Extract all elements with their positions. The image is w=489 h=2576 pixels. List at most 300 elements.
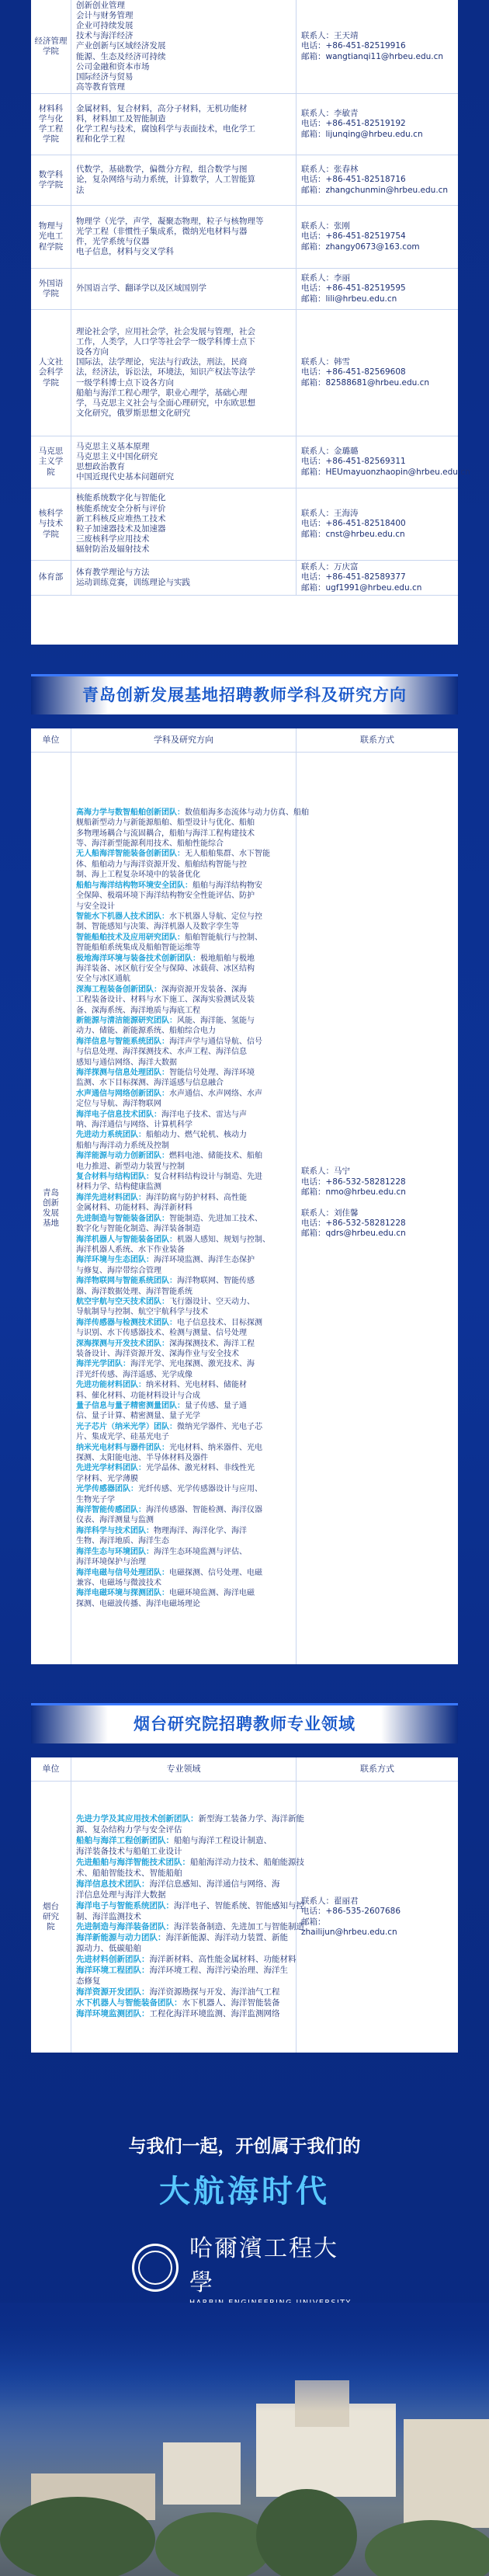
contact-cell xyxy=(297,310,458,436)
direction-text: 金属材料、功能材料、海洋新材料 xyxy=(76,1204,192,1213)
direction-text: 制、海上工程复杂环境中的装备优化 xyxy=(76,871,200,880)
research-directions-cell xyxy=(71,94,297,155)
direction-line: 企业可持续发展 xyxy=(76,21,134,30)
research-directions-cell xyxy=(71,488,297,560)
direction-text: 深海资源开发装备、深海 xyxy=(161,985,247,994)
direction-line: 体育教学理论与方法 xyxy=(76,567,150,577)
direction-text: 海洋电子技术、雷达与声 xyxy=(161,1110,247,1119)
unit-name: 马克思 xyxy=(38,447,64,457)
direction-text: 飞行器设计、空天动力、 xyxy=(169,1297,255,1306)
contact-line: 联系人：李敏青 xyxy=(301,109,359,119)
contact-block xyxy=(301,1208,453,1239)
direction-line xyxy=(76,1359,291,1369)
direction-line: 思想政治教育 xyxy=(76,462,125,471)
team-name: 海洋资源开发团队： xyxy=(76,1987,150,1997)
direction-line xyxy=(76,1328,291,1338)
direction-text: 海洋装备技术与船舶工业设计 xyxy=(76,1847,182,1857)
unit-name: 创新 xyxy=(43,1198,59,1208)
direction-line xyxy=(76,1391,291,1401)
contact-line: 联系人：金璐璐 xyxy=(301,447,359,457)
table-header-row xyxy=(31,728,458,753)
direction-text: 电力推进、新型动力装置与控制 xyxy=(76,1162,185,1171)
direction-line xyxy=(76,933,291,943)
contact-cell xyxy=(297,753,458,1664)
direction-line xyxy=(76,1130,291,1140)
faculty-table xyxy=(31,0,470,645)
team-name: 海洋电子信息技术团队： xyxy=(76,1110,161,1119)
direction-text: 水声通信、水声网络、水声 xyxy=(169,1089,262,1098)
direction-line xyxy=(76,1297,291,1307)
team-name: 海洋物联网与智能系统团队： xyxy=(76,1277,177,1286)
direction-text: 微纳光学器件、光电子芯 xyxy=(177,1422,262,1431)
contact-line: 联系人：翟丽君 xyxy=(301,1896,359,1907)
direction-line xyxy=(76,1526,291,1536)
research-directions-cell xyxy=(71,753,309,1664)
direction-line: 产业创新与区域经济发展 xyxy=(76,41,166,51)
contact-cell xyxy=(297,0,458,93)
direction-text: 风能、海洋能、氢能与 xyxy=(177,1016,255,1025)
direction-line xyxy=(76,1349,291,1359)
team-name: 复合材料与结构团队： xyxy=(76,1173,154,1182)
team-name: 海洋能源与动力创新团队： xyxy=(76,1152,169,1161)
direction-line xyxy=(76,1120,291,1130)
unit-name: 材料科 xyxy=(38,103,64,113)
unit-cell xyxy=(31,269,71,309)
unit-name: 青岛 xyxy=(43,1187,59,1198)
contact-line: 邮箱：nmo@hrbeu.edu.cn xyxy=(301,1187,406,1197)
unit-cell xyxy=(31,155,71,205)
team-name: 水下机器人与智能装备团队： xyxy=(76,1997,182,2008)
unit-name: 院 xyxy=(47,1922,55,1932)
header-dir: 专业领域 xyxy=(71,1757,297,1781)
team-name: 海洋电磁环境与探测团队： xyxy=(76,1589,169,1598)
direction-line xyxy=(76,1110,291,1120)
team-name: 先进材料创新团队： xyxy=(76,1955,150,1965)
direction-line xyxy=(76,1599,291,1609)
direction-text: 多物理场耦合与流固耦合，船舶与海洋工程构建技术 xyxy=(76,829,255,838)
direction-line: 核能系统数字化与智能化 xyxy=(76,493,166,503)
direction-line: 件，光学系统与仪器 xyxy=(76,237,150,246)
contact-line: 电话：+86-451-82519754 xyxy=(301,231,406,242)
unit-cell xyxy=(31,206,71,268)
direction-line xyxy=(76,1453,291,1463)
direction-line xyxy=(76,1890,291,1901)
contact-line: 邮箱：lili@hrbeu.edu.cn xyxy=(301,294,397,304)
team-name: 先进光学材料团队： xyxy=(76,1464,146,1473)
contact-line: 联系人：王海涛 xyxy=(301,509,359,519)
research-directions-cell xyxy=(71,206,297,268)
direction-text: 海洋生态环境监测与评估、 xyxy=(154,1547,247,1556)
unit-name: 烟台 xyxy=(43,1901,59,1911)
direction-text: 船舶动力、燃气轮机、核动力 xyxy=(146,1131,247,1140)
direction-line: 能源、生态及经济可持续 xyxy=(76,51,166,61)
team-name: 海洋环境工程团队： xyxy=(76,1966,150,1976)
unit-name: 体育部 xyxy=(38,572,64,582)
contact-line: 电话：+86-451-82589377 xyxy=(301,572,406,582)
team-name: 海洋传感器与检测技术团队： xyxy=(76,1318,177,1327)
direction-text: 生物光子学 xyxy=(76,1495,115,1504)
direction-line: 光学工程（非惯性子集成系，微纳光电材料与器 xyxy=(76,226,248,236)
team-name: 海洋信息技术团队： xyxy=(76,1879,150,1889)
contact-cell xyxy=(297,561,458,595)
research-directions-cell xyxy=(71,269,297,309)
team-name: 深海探测与开发技术团队： xyxy=(76,1339,169,1348)
direction-line xyxy=(76,1411,291,1421)
university-seal-icon xyxy=(132,2244,179,2292)
direction-line xyxy=(76,954,291,964)
team-name: 船舶与海洋工程创新团队： xyxy=(76,1836,174,1846)
direction-text: 量子传感、量子通 xyxy=(185,1402,247,1411)
unit-name: 经济管理 xyxy=(34,36,68,46)
direction-text: 态修复 xyxy=(76,1976,101,1986)
direction-text: 燃料电池、储能技术、船舶 xyxy=(169,1152,262,1161)
direction-line xyxy=(76,1058,291,1068)
direction-text: 海洋装备、冰区航行安全与保障、冰载荷、冰区结构 xyxy=(76,964,255,973)
contact-line: 电话：+86-451-82569311 xyxy=(301,457,406,467)
table-row xyxy=(31,310,458,436)
direction-line xyxy=(76,943,291,953)
team-name: 海洋智能传感团队： xyxy=(76,1506,146,1515)
direction-line xyxy=(76,1432,291,1442)
direction-line xyxy=(76,1536,291,1546)
direction-text: 与安全设计 xyxy=(76,902,115,911)
direction-line xyxy=(76,808,309,818)
campus-aerial-image xyxy=(0,2303,489,2576)
direction-text: 探测、电磁波传播、海洋电磁场理论 xyxy=(76,1599,200,1608)
team-name: 先进制造与智能装备团队： xyxy=(76,1214,169,1223)
direction-text: 海洋信息感知、海洋通信与网络、海 xyxy=(149,1879,280,1889)
direction-line xyxy=(76,1068,291,1078)
table-body-row xyxy=(31,753,458,1664)
unit-name: 会科学 xyxy=(38,367,64,377)
team-name: 先进动力系统团队： xyxy=(76,1131,146,1140)
direction-line: 马克思主义中国化研究 xyxy=(76,451,158,461)
direction-line xyxy=(76,985,291,995)
direction-line: 电子信息，材料与交叉学科 xyxy=(76,247,174,257)
direction-text: 海洋防腐与防护材料、高性能 xyxy=(146,1193,247,1202)
direction-line: 粒子加速器技术及加速器 xyxy=(76,524,166,534)
direction-line xyxy=(76,1172,291,1182)
direction-line xyxy=(76,922,291,932)
contact-line: 邮箱：82588681@hrbeu.edu.cn xyxy=(301,377,430,388)
unit-name: 发展 xyxy=(43,1208,59,1218)
direction-line xyxy=(76,1814,304,1825)
contact-line: 电话：+86-451-82519192 xyxy=(301,119,406,129)
direction-line xyxy=(76,1825,291,1836)
direction-line: 料，材料加工及智能制造 xyxy=(76,113,166,123)
direction-line: 核能系统安全分析与评价 xyxy=(76,503,166,513)
direction-text: 海洋电子、智能系统、智能感知与控 xyxy=(174,1900,304,1910)
team-name: 海洋电磁与信号处理团队： xyxy=(76,1568,169,1577)
direction-line xyxy=(76,1047,291,1057)
direction-line xyxy=(76,829,291,839)
table-row xyxy=(31,561,458,596)
contact-line: 电话：+86-532-58281228 xyxy=(301,1218,406,1229)
unit-name: 数学科 xyxy=(38,169,64,179)
direction-line xyxy=(76,1016,291,1026)
direction-line xyxy=(76,849,291,859)
contact-line: 邮箱：cnst@hrbeu.edu.cn xyxy=(301,529,405,539)
direction-line: 物理学（光学，声学，凝聚态物理，粒子与核物理等 xyxy=(76,216,264,226)
direction-line: 船舶与海洋工程心理学，职业心理学，基础心理 xyxy=(76,388,248,398)
unit-name: 基地 xyxy=(43,1218,59,1229)
team-name: 海洋新能源与动力团队： xyxy=(76,1933,166,1943)
unit-cell xyxy=(31,310,71,436)
direction-text: 海洋机器人系统、水下作业装备 xyxy=(76,1245,185,1254)
research-directions-cell xyxy=(71,310,297,436)
team-name: 海洋环境监测团队： xyxy=(76,2008,150,2018)
direction-line xyxy=(76,1006,291,1016)
contact-line: 电话：+86-535-2607686 xyxy=(301,1907,401,1917)
research-directions-cell xyxy=(71,155,297,205)
direction-text: 仪表、海洋测量与监测 xyxy=(76,1516,154,1525)
direction-line: 一级学科博士点下设各方向 xyxy=(76,377,174,388)
direction-text: 电磁环境监测、海洋电磁 xyxy=(169,1589,255,1598)
direction-text: 制、智能感知与决策、海洋机器人及数字孪生等 xyxy=(76,923,239,932)
direction-line xyxy=(76,1026,291,1036)
logo-chinese-name: 哈爾濱工程大學 xyxy=(189,2234,338,2296)
direction-line xyxy=(76,1578,291,1588)
table-row xyxy=(31,94,458,155)
direction-line: 公司金融和资本市场 xyxy=(76,61,150,71)
team-name: 海洋环境与生态团队： xyxy=(76,1256,154,1265)
direction-text: 海洋光学、光电探测、激光技术、海 xyxy=(130,1360,255,1369)
direction-line xyxy=(76,995,291,1005)
team-name: 智能船舶技术及应用研究团队： xyxy=(76,933,185,942)
contact-cell xyxy=(297,1782,458,2053)
direction-text: 水下机器人导航、定位与控 xyxy=(169,912,262,921)
team-name: 先进功能材料团队： xyxy=(76,1381,146,1390)
team-name: 先进力学及其应用技术创新团队： xyxy=(76,1814,199,1824)
direction-line xyxy=(76,1588,291,1598)
direction-line xyxy=(76,1245,291,1255)
contact-line: 邮箱：zhangy0673@163.com xyxy=(301,242,420,252)
direction-line xyxy=(76,1266,291,1276)
direction-line: 会计与财务管理 xyxy=(76,10,134,20)
unit-name: 主义学 xyxy=(38,457,64,467)
direction-line xyxy=(76,1900,304,1912)
direction-line xyxy=(76,1474,291,1484)
direction-text: 呐、海洋通信与网络、计算机科学 xyxy=(76,1121,192,1130)
team-name: 纳米光电材料与器件团队： xyxy=(76,1443,169,1452)
direction-text: 数字化与智能化制造、海洋装备制造 xyxy=(76,1225,200,1234)
contact-cell xyxy=(297,155,458,205)
direction-text: 新型海工装备力学、海洋新能 xyxy=(198,1814,304,1824)
tagline-line2: 大航海时代 xyxy=(159,2174,330,2209)
direction-text: 全保障、极端环境下海洋结构物安全性能评估、防护 xyxy=(76,892,255,901)
unit-name: 光电工 xyxy=(38,231,64,242)
direction-text: 机器人感知、规划与控制、 xyxy=(177,1235,270,1244)
team-name: 海洋信息与智能系统团队： xyxy=(76,1037,169,1046)
research-directions-cell xyxy=(71,561,297,595)
unit-name: 学院 xyxy=(43,134,59,144)
contact-line: 邮箱： xyxy=(301,1917,326,1927)
unit-name: 物理与 xyxy=(38,221,64,231)
direction-line xyxy=(76,1339,291,1349)
direction-line xyxy=(76,1203,291,1213)
direction-line xyxy=(76,1557,291,1567)
header-contact: 联系方式 xyxy=(360,735,394,746)
university-logo xyxy=(132,2234,357,2296)
table-row xyxy=(31,436,470,488)
direction-line: 论，复杂网络与动力系统，计算数学，人工智能算 xyxy=(76,175,255,185)
yantai-title-text: 烟台研究院招聘教师专业领域 xyxy=(134,1715,355,1733)
contact-cell xyxy=(297,94,458,155)
direction-text: 料、催化材料、功能材料设计与合成 xyxy=(76,1391,200,1400)
direction-line: 程和化学工程 xyxy=(76,134,125,144)
direction-text: 与信息处理、海洋探测技术、水声工程、海洋信息 xyxy=(76,1048,247,1057)
team-name: 先进船舶与海洋智能技术团队： xyxy=(76,1858,190,1868)
direction-text: 极地船舶与极地 xyxy=(200,954,255,963)
direction-line xyxy=(76,881,291,891)
direction-line xyxy=(76,1944,291,1955)
direction-line xyxy=(76,902,291,912)
direction-line xyxy=(76,1078,291,1088)
unit-name: 学院 xyxy=(43,47,59,56)
direction-line xyxy=(76,1318,291,1328)
direction-text: 兼容、电磁场与微波技术 xyxy=(76,1578,161,1587)
qingdao-section-title xyxy=(31,674,458,714)
header-contact: 联系方式 xyxy=(360,1764,394,1775)
unit-name: 院 xyxy=(47,467,55,477)
direction-line xyxy=(76,839,291,849)
direction-text: 片、集成光学、硅基光电子 xyxy=(76,1433,169,1442)
direction-text: 海洋新能源、海洋动力装置、新能 xyxy=(165,1933,288,1943)
qingdao-title-text: 青岛创新发展基地招聘教师学科及研究方向 xyxy=(82,686,407,704)
team-name: 海洋探测与信息处理团队： xyxy=(76,1069,169,1078)
direction-text: 海洋传感器、智能检测、海洋仪器 xyxy=(146,1506,262,1515)
direction-line xyxy=(76,1099,291,1109)
table-row xyxy=(31,488,458,561)
direction-line xyxy=(76,1151,291,1161)
qingdao-table xyxy=(31,728,458,1664)
direction-line xyxy=(76,1162,291,1172)
team-name: 智能水下机器人技术团队： xyxy=(76,912,169,921)
direction-line xyxy=(76,1307,291,1317)
direction-line xyxy=(76,1858,304,1869)
direction-line xyxy=(76,1037,291,1047)
team-name: 无人船海洋智能装备创新团队： xyxy=(76,850,185,859)
team-name: 高海力学与数智船舶创新团队： xyxy=(76,808,185,817)
contact-line: 电话：+86-451-82569608 xyxy=(301,367,406,377)
direction-line xyxy=(76,860,291,870)
team-name: 海洋机器人与智能装备团队： xyxy=(76,1235,177,1244)
direction-line xyxy=(76,1401,291,1411)
direction-text: 体、船舶动力与海洋资源开发、船舶结构智能与控 xyxy=(76,860,247,869)
direction-text: 工程装备设计、材料与水下施工、深海实验测试及装 xyxy=(76,996,255,1005)
direction-text: 感知与通信网络、海洋大数据 xyxy=(76,1058,177,1067)
team-name: 新能源与清洁能源研究团队： xyxy=(76,1016,177,1025)
direction-text: 器、海洋数据处理、海洋智能系统 xyxy=(76,1287,192,1296)
table-row xyxy=(31,155,458,206)
contact-line: 电话：+86-451-82518400 xyxy=(301,519,406,529)
direction-text: 备、深海系统、海洋地质与海底工程 xyxy=(76,1006,200,1015)
direction-text: 术、船舶智能技术、智能船舶 xyxy=(76,1868,182,1878)
direction-text: 源、复杂结构力学与安全评估 xyxy=(76,1825,182,1835)
direction-line: 马克思主义基本原理 xyxy=(76,441,150,451)
team-name: 海洋科学与技术团队： xyxy=(76,1526,154,1535)
contact-cell xyxy=(297,206,458,268)
unit-name: 外国语 xyxy=(38,278,64,288)
direction-line xyxy=(76,1933,291,1944)
direction-line: 文化研究，俄罗斯思想文化研究 xyxy=(76,408,190,419)
unit-cell xyxy=(31,94,71,155)
team-name: 量子信息与量子精密测量团队： xyxy=(76,1402,185,1411)
contact-cell xyxy=(297,488,458,560)
direction-text: 探测、太阳能电池、半导体材料及器件 xyxy=(76,1454,208,1463)
direction-text: 与修复、海岸带综合管理 xyxy=(76,1266,161,1275)
direction-text: 装备设计、海洋资源开发、深海作业与安全技术 xyxy=(76,1349,239,1358)
direction-line: 代数学，基础数学，偏微分方程，组合数学与图 xyxy=(76,165,248,175)
direction-text: 深海探测技术、海洋工程 xyxy=(169,1339,255,1348)
direction-line xyxy=(76,1869,291,1879)
unit-name: 学院 xyxy=(43,377,59,388)
direction-text: 信、量子计算、精密测量、量子光学 xyxy=(76,1412,200,1421)
direction-line xyxy=(76,870,291,880)
direction-text: 智能制造、先进加工技术、 xyxy=(169,1214,262,1223)
direction-text: 海洋声学与通信导航、信号 xyxy=(169,1037,262,1046)
direction-text: 复合材料结构设计与制造、先进 xyxy=(154,1173,262,1182)
direction-line: 金属材料，复合材料，高分子材料，无机功能材 xyxy=(76,103,248,113)
direction-text: 光纤传感、光学传感器设计与应用、 xyxy=(138,1485,262,1494)
direction-line xyxy=(76,1463,291,1473)
yantai-section-title xyxy=(31,1703,458,1743)
direction-text: 学材料、光学薄膜 xyxy=(76,1474,138,1483)
team-name: 光学传感器团队： xyxy=(76,1485,138,1494)
direction-line xyxy=(76,1966,291,1976)
unit-cell xyxy=(31,0,71,93)
direction-text: 光电材料、纳米器件、光电 xyxy=(169,1443,262,1452)
direction-line: 辐射防治及辐射技术 xyxy=(76,544,150,554)
direction-line xyxy=(76,912,291,922)
contact-block xyxy=(301,1166,453,1198)
team-name: 极地海洋环境与装备技术创新团队： xyxy=(76,954,200,963)
direction-line xyxy=(76,1836,291,1847)
direction-text: 舰船新型动力与新能源船舶、船型设计与优化、船舶 xyxy=(76,819,255,828)
direction-line: 法 xyxy=(76,185,85,195)
direction-text: 导航制导与控制、航空宇航科学与技术 xyxy=(76,1308,208,1317)
direction-text: 物理海洋、海洋化学、海洋 xyxy=(154,1526,247,1535)
direction-line: 创新创业管理 xyxy=(76,0,125,10)
direction-text: 海洋装备制造、先进加工与智能制造 xyxy=(174,1922,304,1932)
direction-line xyxy=(76,1380,291,1390)
table-row xyxy=(31,206,458,269)
contact-line: 邮箱：ugf1991@hrbeu.edu.cn xyxy=(301,582,422,593)
direction-line xyxy=(76,1547,291,1557)
contact-line: 联系人：张刚 xyxy=(301,221,350,231)
direction-text: 洋光纤传感、海洋遥感、光学成像 xyxy=(76,1370,192,1379)
team-name: 海洋光学团队： xyxy=(76,1360,130,1369)
direction-text: 定位与导航、海洋物联网 xyxy=(76,1100,161,1109)
direction-line xyxy=(76,1847,291,1858)
direction-line xyxy=(76,1443,291,1453)
yantai-table xyxy=(31,1757,458,2053)
direction-line: 运动训练竞赛，训练理论与实践 xyxy=(76,578,190,587)
team-name: 水声通信与网络创新团队： xyxy=(76,1089,169,1098)
direction-text: 与识别、水下传感器技术、检测与测量、信号处理 xyxy=(76,1329,247,1338)
direction-text: 船舶与海洋工程设计制造、 xyxy=(174,1836,272,1846)
direction-line: 法，经济法，诉讼法，环境法，知识产权法等法学 xyxy=(76,367,255,377)
direction-text: 监测、水下目标探测、海洋遥感与信息融合 xyxy=(76,1079,224,1088)
direction-line xyxy=(76,1987,291,1998)
direction-line xyxy=(76,1505,291,1515)
unit-name: 研究 xyxy=(43,1911,59,1921)
contact-line: 联系人：刘佳馨 xyxy=(301,1208,359,1218)
direction-text: 光学晶体、激光材料、非线性光 xyxy=(146,1464,255,1473)
direction-text: 海洋新材料、高性能金属材料、功能材料 xyxy=(149,1955,297,1965)
direction-line: 外国语言学、翻译学以及区域国别学 xyxy=(76,283,206,294)
table-row xyxy=(31,0,458,94)
